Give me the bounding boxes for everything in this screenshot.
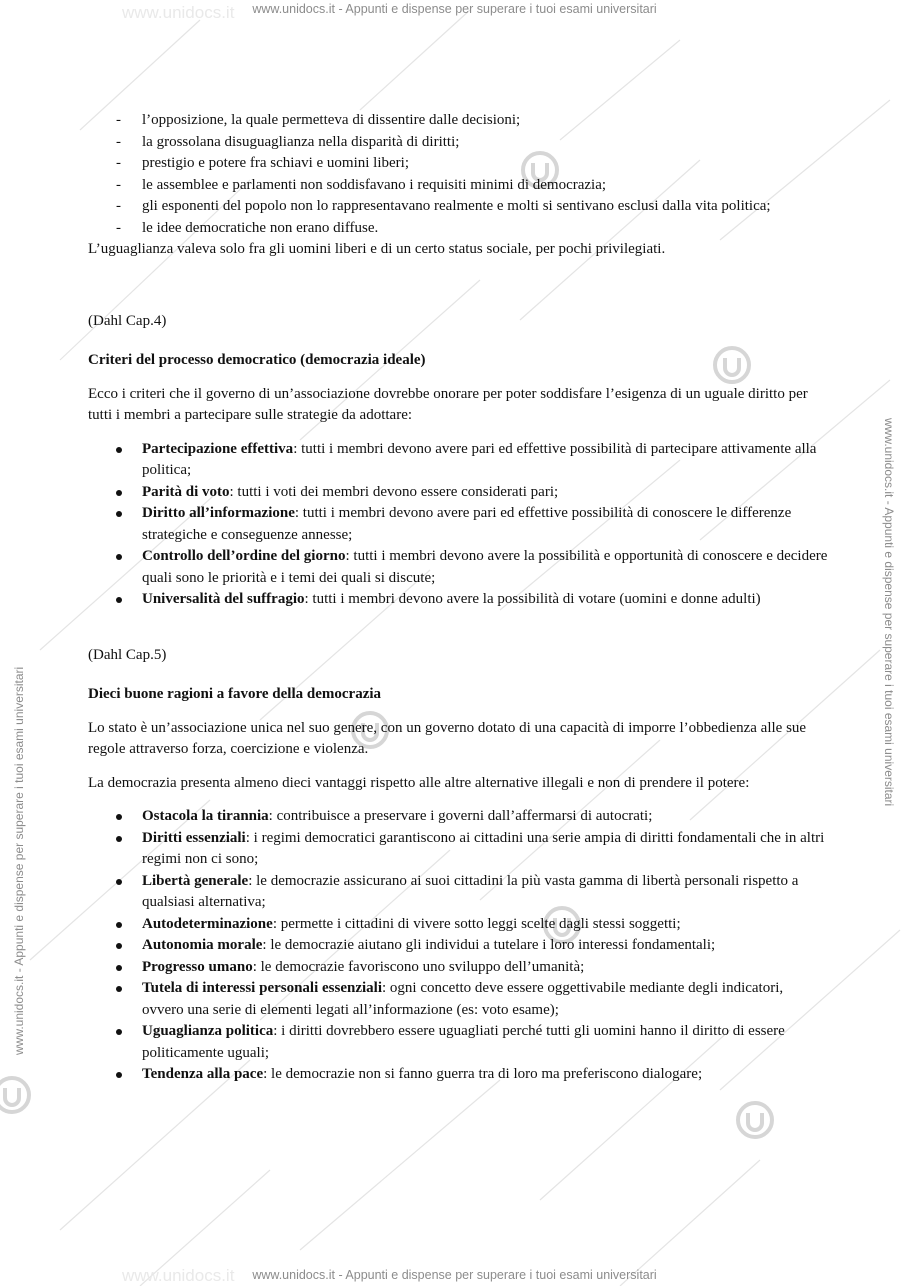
list-item: Libertà generale: le democrazie assicurano ai suoi cittadini la più vasta gamma di libertà personali rispetto a qualsiasi alternativa; xyxy=(88,871,828,914)
list-item: Tendenza alla pace: le democrazie non si fanno guerra tra di loro ma preferiscono dialogare; xyxy=(88,1064,828,1086)
list-item: Diritto all’informazione: tutti i membri devono avere pari ed effettive possibilità di conoscere le differenze strategiche e conseguenze annesse; xyxy=(88,503,828,546)
watermark-ghost-text: www.unidocs.it xyxy=(122,3,235,22)
list-item: - le assemblee e parlamenti non soddisfavano i requisiti minimi di democrazia; xyxy=(88,175,828,197)
bullet-icon xyxy=(116,1072,122,1078)
bullet-icon xyxy=(116,836,122,842)
bullet-icon xyxy=(116,943,122,949)
list-item: - l’opposizione, la quale permetteva di dissentire dalle decisioni; xyxy=(88,110,828,132)
section-title: Dieci buone ragioni a favore della democrazia xyxy=(88,686,382,702)
criteria-list xyxy=(88,439,828,611)
list-item: Partecipazione effettiva: tutti i membri devono avere pari ed effettive possibilità di partecipare attivamente alla politica; xyxy=(88,439,828,482)
left-side-watermark: www.unidocs.it - Appunti e dispense per superare i tuoi esami universitari xyxy=(12,666,26,1055)
dash-marker: - xyxy=(116,198,121,214)
list-item: Autonomia morale: le democrazie aiutano gli individui a tutelare i loro interessi fondamentali; xyxy=(88,935,828,957)
bullet-icon xyxy=(116,490,122,496)
section-intro: La democrazia presenta almeno dieci vantaggi rispetto alle altre alternative illegali e non di prendere il potere: xyxy=(88,774,750,791)
section-intro: Ecco i criteri che il governo di un’associazione dovrebbe onorare per poter soddisfare l’esigenza di un uguale diritto per tutti i membri a partecipare sulle strategie da adottare: xyxy=(88,385,808,423)
header-watermark: www.unidocs.it - Appunti e dispense per superare i tuoi esami universitari xyxy=(252,2,657,16)
watermark-ghost-text: www.unidocs.it xyxy=(122,1266,235,1285)
list-item: Parità di voto: tutti i voti dei membri devono essere considerati pari; xyxy=(88,482,828,504)
bullet-icon xyxy=(116,986,122,992)
reasons-list xyxy=(88,806,828,1086)
bullet-icon xyxy=(116,597,122,603)
list-item: - gli esponenti del popolo non lo rappresentavano realmente e molti si sentivano esclusi dalla vita politica; xyxy=(88,196,828,218)
list-item: - prestigio e potere fra schiavi e uomini liberi; xyxy=(88,153,828,175)
dash-marker: - xyxy=(116,176,121,193)
unidocs-logo-icon xyxy=(0,1075,32,1115)
bullet-icon xyxy=(116,922,122,928)
list-item: Progresso umano: le democrazie favoriscono uno sviluppo dell’umanità; xyxy=(88,957,828,979)
list-item: Universalità del suffragio: tutti i membri devono avere la possibilità di votare (uomini e donne adulti) xyxy=(88,589,828,611)
bullet-icon xyxy=(116,447,122,453)
dash-marker: - xyxy=(116,133,121,150)
list-item: Tutela di interessi personali essenziali: ogni concetto deve essere oggettivabile mediante degli indicatori, ovvero una serie di elementi legati all’informazione (es: voto esame); xyxy=(88,978,828,1021)
list-item: Ostacola la tirannia: contribuisce a preservare i governi dall’affermarsi di autocrati; xyxy=(88,806,828,828)
bullet-icon xyxy=(116,511,122,517)
dash-marker: - xyxy=(116,155,121,171)
chapter-reference: (Dahl Cap.5) xyxy=(88,646,167,663)
bullet-icon xyxy=(116,814,122,820)
bullet-icon xyxy=(116,879,122,885)
right-side-watermark: www.unidocs.it - Appunti e dispense per superare i tuoi esami universitari xyxy=(882,418,896,807)
closing-line: L’uguaglianza valeva solo fra gli uomini liberi e di un certo status sociale, per pochi privilegiati. xyxy=(88,241,666,257)
section-title: Criteri del processo democratico (democrazia ideale) xyxy=(88,352,426,368)
section-intro: Lo stato è un’associazione unica nel suo genere, con un governo dotato di una capacità di imporre l’obbedienza alle sue regole attraverso forza, coercizione e violenza. xyxy=(88,719,807,757)
list-item: Diritti essenziali: i regimi democratici garantiscono ai cittadini una serie ampia di diritti fondamentali che in altri regimi non ci sono; xyxy=(88,828,828,871)
footer-watermark: www.unidocs.it - Appunti e dispense per superare i tuoi esami universitari xyxy=(252,1268,657,1282)
dash-marker: - xyxy=(116,219,121,236)
list-item: - le idee democratiche non erano diffuse. xyxy=(88,218,828,240)
dash-list xyxy=(88,110,828,239)
list-item: Uguaglianza politica: i diritti dovrebbero essere uguagliati perché tutti gli uomini hanno il diritto di essere politicamente uguali; xyxy=(88,1021,828,1064)
chapter-reference: (Dahl Cap.4) xyxy=(88,312,167,329)
dash-marker: - xyxy=(116,112,121,128)
unidocs-logo-icon xyxy=(735,1100,775,1140)
bullet-icon xyxy=(116,965,122,971)
list-item: Autodeterminazione: permette i cittadini di vivere sotto leggi scelte dagli stessi soggetti; xyxy=(88,914,828,936)
list-item: Controllo dell’ordine del giorno: tutti i membri devono avere la possibilità e opportunità di conoscere e decidere quali sono le priorità e i temi dei quali si discute; xyxy=(88,546,828,589)
document-body xyxy=(88,110,828,1086)
list-item: - la grossolana disuguaglianza nella disparità di diritti; xyxy=(88,132,828,154)
bullet-icon xyxy=(116,554,122,560)
bullet-icon xyxy=(116,1029,122,1035)
